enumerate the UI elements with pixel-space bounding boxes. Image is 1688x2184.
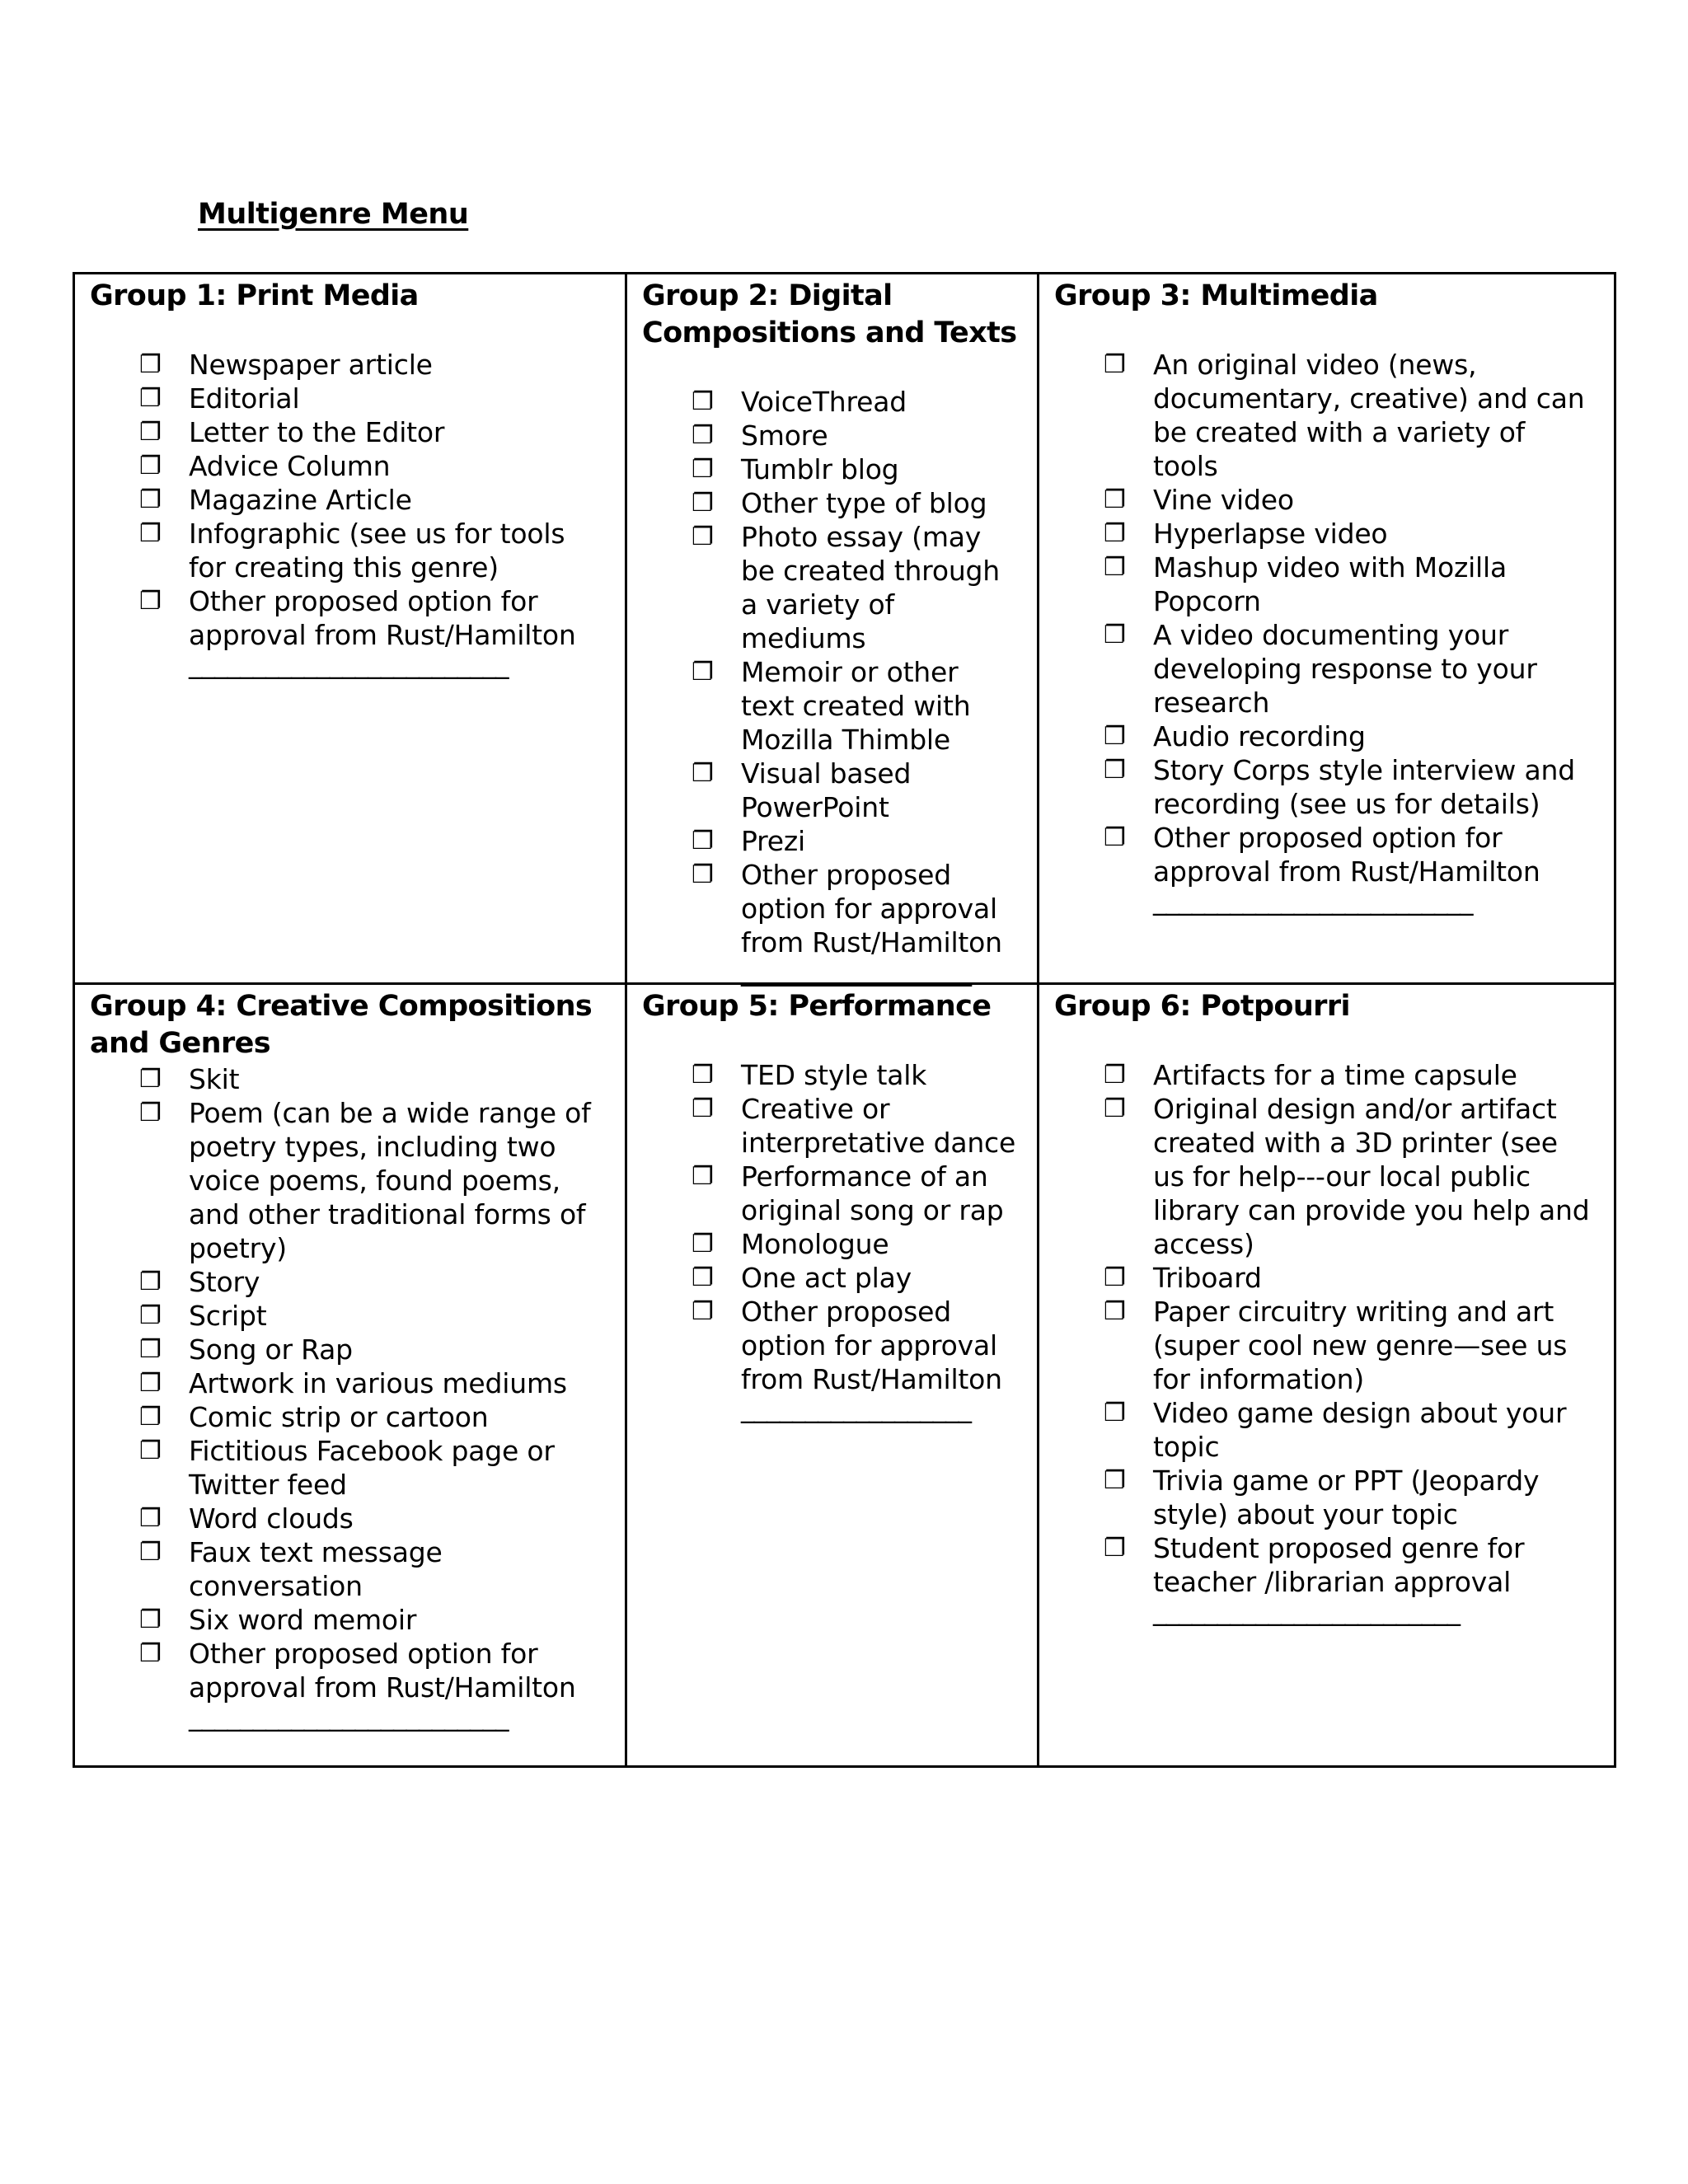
checkbox-icon[interactable]: ❐ — [692, 759, 714, 788]
checkbox-icon[interactable]: ❐ — [139, 1065, 162, 1094]
list-item — [1054, 618, 1596, 719]
item-label: Visual based PowerPoint — [741, 757, 912, 823]
group-title: Group 2: Digital Compositions and Texts — [642, 279, 1017, 349]
genre-list — [642, 385, 1019, 987]
checkbox-icon[interactable]: ❐ — [692, 1061, 714, 1090]
list-item — [90, 1366, 607, 1400]
checkbox-icon[interactable]: ❐ — [1104, 1263, 1126, 1292]
checkbox-icon[interactable]: ❐ — [139, 1268, 162, 1296]
fill-in-blank: _________________________ — [1153, 883, 1473, 916]
list-item — [1054, 1464, 1596, 1531]
group-cell — [626, 274, 1039, 987]
checkbox-icon[interactable]: ❐ — [692, 1230, 714, 1258]
checkbox-icon[interactable]: ❐ — [139, 1301, 162, 1330]
checkbox-icon[interactable]: ❐ — [692, 1162, 714, 1191]
list-item — [90, 1603, 607, 1637]
item-label: Fictitious Facebook page or Twitter feed — [189, 1435, 555, 1501]
list-item — [642, 486, 1019, 520]
list-item — [90, 415, 607, 449]
checkbox-icon[interactable]: ❐ — [1104, 553, 1126, 582]
item-label: Script — [189, 1300, 267, 1332]
fill-in-blank: __________________ — [741, 954, 971, 987]
list-item — [90, 483, 607, 517]
list-item — [1054, 1092, 1596, 1261]
list-item — [90, 382, 607, 415]
list-item — [90, 1502, 607, 1535]
list-item — [642, 655, 1019, 757]
list-item — [1054, 517, 1596, 551]
item-label: Other proposed option for approval from Rust/Hamilton — [741, 859, 1002, 958]
list-item — [90, 1265, 607, 1299]
checkbox-icon[interactable]: ❐ — [139, 587, 162, 616]
group-cell — [74, 274, 626, 984]
list-item — [642, 757, 1019, 824]
list-item — [642, 1227, 1019, 1261]
title-spacer — [1054, 315, 1596, 348]
group-title: Group 5: Performance — [642, 990, 992, 1023]
checkbox-icon[interactable]: ❐ — [139, 452, 162, 480]
item-label: One act play — [741, 1262, 912, 1294]
checkbox-icon[interactable]: ❐ — [139, 1335, 162, 1364]
item-label: Artwork in various mediums — [189, 1367, 567, 1399]
title-spacer — [1054, 1025, 1596, 1058]
list-item — [642, 419, 1019, 452]
list-item — [642, 824, 1019, 858]
group-title: Group 1: Print Media — [90, 279, 419, 312]
genre-menu-table — [73, 272, 1616, 1768]
checkbox-icon[interactable]: ❐ — [1104, 1061, 1126, 1090]
item-label: Letter to the Editor — [189, 416, 445, 448]
checkbox-icon[interactable]: ❐ — [139, 1538, 162, 1567]
item-label: Video game design about your topic — [1153, 1397, 1567, 1463]
item-label: Infographic (see us for tools for creating this genre) — [189, 518, 565, 583]
item-label: Story — [189, 1266, 260, 1298]
checkbox-icon[interactable]: ❐ — [692, 1263, 714, 1292]
item-label: Creative or interpretative dance — [741, 1093, 1016, 1159]
list-item — [90, 1333, 607, 1366]
checkbox-icon[interactable]: ❐ — [1104, 1399, 1126, 1427]
group-title: Group 3: Multimedia — [1054, 279, 1378, 312]
checkbox-icon[interactable]: ❐ — [139, 1436, 162, 1465]
item-label: Faux text message conversation — [189, 1536, 443, 1602]
list-item — [90, 1062, 607, 1096]
list-item — [1054, 1295, 1596, 1396]
item-label: TED style talk — [741, 1059, 927, 1091]
list-item — [90, 1434, 607, 1502]
list-item — [642, 1092, 1019, 1160]
list-item — [90, 1637, 607, 1732]
list-item — [642, 520, 1019, 655]
checkbox-icon[interactable]: ❐ — [692, 1297, 714, 1326]
list-item — [90, 1400, 607, 1434]
fill-in-blank: _________________________ — [189, 647, 509, 679]
checkbox-icon[interactable]: ❐ — [139, 485, 162, 514]
list-item — [1054, 753, 1596, 821]
list-item — [90, 1299, 607, 1333]
checkbox-icon[interactable]: ❐ — [692, 455, 714, 484]
checkbox-icon[interactable]: ❐ — [139, 519, 162, 548]
item-label: Story Corps style interview and recording (see us for details) — [1153, 754, 1575, 820]
group-title: Group 6: Potpourri — [1054, 990, 1350, 1023]
checkbox-icon[interactable]: ❐ — [139, 1099, 162, 1127]
group-title: Group 4: Creative Compositions and Genres — [90, 990, 593, 1060]
checkbox-icon[interactable]: ❐ — [139, 1504, 162, 1533]
list-item — [90, 517, 607, 584]
list-item — [1054, 1531, 1596, 1626]
checkbox-icon[interactable]: ❐ — [139, 1639, 162, 1668]
item-label: Prezi — [741, 825, 805, 857]
checkbox-icon[interactable]: ❐ — [139, 384, 162, 413]
item-label: Hyperlapse video — [1153, 518, 1388, 550]
checkbox-icon[interactable]: ❐ — [692, 658, 714, 687]
list-item — [642, 452, 1019, 486]
list-item — [1054, 348, 1596, 483]
title-spacer — [90, 315, 607, 348]
item-label: Other proposed option for approval from Rust/Hamilton — [189, 1638, 576, 1704]
list-item — [1054, 551, 1596, 618]
list-item — [642, 1058, 1019, 1092]
item-label: Smore — [741, 419, 828, 452]
checkbox-icon[interactable]: ❐ — [692, 387, 714, 416]
item-label: VoiceThread — [741, 386, 907, 418]
checkbox-icon[interactable]: ❐ — [692, 421, 714, 450]
group-cell — [1039, 984, 1615, 1767]
list-item — [642, 385, 1019, 419]
list-item — [90, 584, 607, 679]
list-item — [90, 348, 607, 382]
checkbox-icon[interactable]: ❐ — [692, 827, 714, 855]
item-label: Paper circuitry writing and art (super cool new genre—see us for information) — [1153, 1296, 1568, 1395]
item-label: Photo essay (may be created through a variety of mediums — [741, 521, 1000, 654]
list-item — [642, 1160, 1019, 1227]
fill-in-blank: __________________ — [741, 1391, 971, 1423]
item-label: Audio recording — [1153, 720, 1366, 752]
checkbox-icon[interactable]: ❐ — [1104, 722, 1126, 751]
fill-in-blank: ________________________ — [1153, 1594, 1460, 1626]
item-label: Original design and/or artifact created with a 3D printer (see us for help---our local public library can provide you help and access) — [1153, 1093, 1590, 1260]
list-item — [90, 1535, 607, 1603]
genre-list — [90, 348, 607, 679]
list-item — [1054, 1058, 1596, 1092]
page-title: Multigenre Menu — [198, 198, 469, 231]
item-label: Newspaper article — [189, 349, 433, 381]
item-label: Editorial — [189, 382, 300, 415]
fill-in-blank: _________________________ — [189, 1699, 509, 1732]
item-label: Advice Column — [189, 450, 391, 482]
checkbox-icon[interactable]: ❐ — [139, 1403, 162, 1432]
checkbox-icon[interactable]: ❐ — [139, 1605, 162, 1634]
list-item — [1054, 483, 1596, 517]
item-label: Triboard — [1153, 1262, 1262, 1294]
checkbox-icon[interactable]: ❐ — [1104, 1297, 1126, 1326]
item-label: Other proposed option for approval from Rust/Hamilton — [189, 585, 576, 651]
item-label: Other type of blog — [741, 487, 987, 519]
checkbox-icon[interactable]: ❐ — [139, 350, 162, 379]
list-item — [1054, 1396, 1596, 1464]
genre-list — [1054, 348, 1596, 916]
list-item — [90, 1096, 607, 1265]
list-item — [642, 1295, 1019, 1423]
item-label: Monologue — [741, 1228, 889, 1260]
genre-list — [90, 1062, 607, 1732]
item-label: Student proposed genre for teacher /librarian approval — [1153, 1532, 1525, 1598]
item-label: Memoir or other text created with Mozilla Thimble — [741, 656, 971, 756]
item-label: Other proposed option for approval from Rust/Hamilton — [741, 1296, 1002, 1395]
checkbox-icon[interactable]: ❐ — [1104, 1094, 1126, 1123]
checkbox-icon[interactable]: ❐ — [1104, 756, 1126, 785]
checkbox-icon[interactable]: ❐ — [1104, 823, 1126, 852]
item-label: Comic strip or cartoon — [189, 1401, 489, 1433]
item-label: Performance of an original song or rap — [741, 1160, 1004, 1226]
item-label: Song or Rap — [189, 1333, 353, 1366]
title-spacer — [642, 1025, 1019, 1058]
item-label: Six word memoir — [189, 1604, 417, 1636]
item-label: A video documenting your developing response to your research — [1153, 619, 1537, 719]
checkbox-icon[interactable]: ❐ — [1104, 350, 1126, 379]
item-label: Vine video — [1153, 484, 1294, 516]
item-label: Word clouds — [189, 1502, 354, 1535]
list-item — [90, 449, 607, 483]
checkbox-icon[interactable]: ❐ — [139, 1369, 162, 1398]
checkbox-icon[interactable]: ❐ — [1104, 1534, 1126, 1563]
checkbox-icon[interactable]: ❐ — [1104, 519, 1126, 548]
list-item — [1054, 719, 1596, 753]
item-label: Tumblr blog — [741, 453, 899, 485]
checkbox-icon[interactable]: ❐ — [1104, 485, 1126, 514]
checkbox-icon[interactable]: ❐ — [1104, 621, 1126, 649]
group-cell — [1039, 274, 1615, 984]
genre-list — [642, 1058, 1019, 1423]
list-item — [642, 1261, 1019, 1295]
item-label: Magazine Article — [189, 484, 412, 516]
item-label: Poem (can be a wide range of poetry types, including two voice poems, found poems, and other traditional forms of poetry) — [189, 1097, 591, 1264]
checkbox-icon[interactable]: ❐ — [1104, 1466, 1126, 1495]
group-cell — [626, 984, 1039, 1767]
item-label: Other proposed option for approval from Rust/Hamilton — [1153, 822, 1540, 888]
checkbox-icon[interactable]: ❐ — [692, 523, 714, 551]
item-label: Artifacts for a time capsule — [1153, 1059, 1517, 1091]
genre-list — [1054, 1058, 1596, 1626]
checkbox-icon[interactable]: ❐ — [692, 860, 714, 889]
item-label: Trivia game or PPT (Jeopardy style) about your topic — [1153, 1465, 1540, 1530]
title-spacer — [642, 352, 1019, 385]
list-item — [642, 858, 1019, 987]
checkbox-icon[interactable]: ❐ — [139, 418, 162, 447]
checkbox-icon[interactable]: ❐ — [692, 489, 714, 518]
list-item — [1054, 1261, 1596, 1295]
group-cell — [74, 984, 626, 1767]
item-label: Skit — [189, 1063, 240, 1095]
item-label: An original video (news, documentary, creative) and can be created with a variety of tools — [1153, 349, 1585, 482]
item-label: Mashup video with Mozilla Popcorn — [1153, 551, 1507, 617]
list-item — [1054, 821, 1596, 916]
checkbox-icon[interactable]: ❐ — [692, 1094, 714, 1123]
